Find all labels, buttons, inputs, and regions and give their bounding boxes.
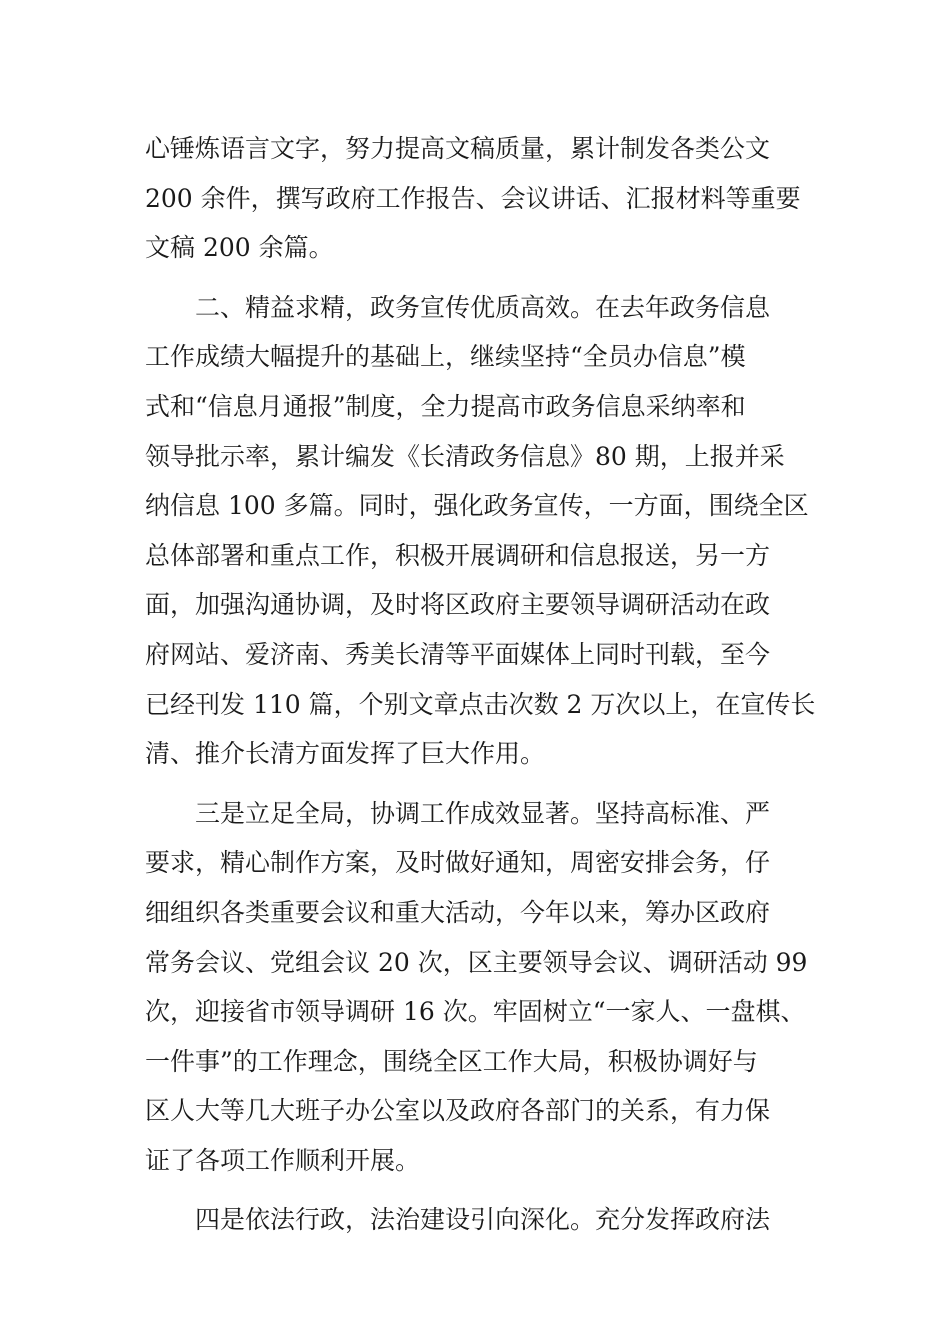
text-line: 三是立足全局，协调工作成效显著。坚持高标准、严: [195, 798, 771, 828]
paragraph-gap: [145, 779, 845, 789]
paragraph-publicity: [145, 283, 845, 779]
body-text: [145, 124, 845, 1245]
text-line: 要求，精心制作方案，及时做好通知，周密安排会务，仔: [145, 848, 771, 878]
text-line: 府网站、爱济南、秀美长清等平面媒体上同时刊载，至今: [145, 639, 771, 669]
text-line: 面，加强沟通协调，及时将区政府主要领导调研活动在政: [145, 590, 771, 620]
paragraph-writing: [145, 124, 845, 273]
text-line: 式和“信息月通报”制度，全力提高市政务信息采纳率和: [145, 391, 746, 421]
paragraph-gap: [145, 273, 845, 283]
text-line: 文稿 200 余篇。: [145, 233, 334, 263]
text-line: 细组织各类重要会议和重大活动，今年以来，筹办区政府: [145, 897, 771, 927]
text-line: 心锤炼语言文字，努力提高文稿质量，累计制发各类公文: [145, 134, 771, 163]
paragraph-coordination: [145, 789, 845, 1186]
paragraph-rule-of-law: [145, 1195, 845, 1245]
text-line: 总体部署和重点工作，积极开展调研和信息报送，另一方: [145, 540, 771, 570]
text-line: 常务会议、党组会议 20 次，区主要领导会议、调研活动 99: [145, 947, 808, 977]
text-line: 200 余件，撰写政府工作报告、会议讲话、汇报材料等重要: [145, 183, 801, 213]
text-line: 区人大等几大班子办公室以及政府各部门的关系，有力保: [145, 1096, 771, 1126]
text-line: 工作成绩大幅提升的基础上，继续坚持“全员办信息”模: [145, 342, 746, 372]
text-line: 纳信息 100 多篇。同时，强化政务宣传，一方面，围绕全区: [145, 491, 809, 521]
paragraph-gap: [145, 1185, 845, 1195]
text-line: 领导批示率，累计编发《长清政务信息》80 期，上报并采: [145, 441, 785, 471]
text-line: 次，迎接省市领导调研 16 次。牢固树立“一家人、一盘棋、: [145, 997, 806, 1027]
text-line: 二、精益求精，政务宣传优质高效。在去年政务信息: [195, 292, 771, 322]
text-line: 一件事”的工作理念，围绕全区工作大局，积极协调好与: [145, 1046, 758, 1076]
text-line: 清、推介长清方面发挥了巨大作用。: [145, 739, 546, 769]
text-line: 已经刊发 110 篇，个别文章点击次数 2 万次以上，在宣传长: [145, 689, 816, 719]
text-line: 证了各项工作顺利开展。: [145, 1145, 421, 1175]
text-line: 四是依法行政，法治建设引向深化。充分发挥政府法: [195, 1205, 771, 1235]
